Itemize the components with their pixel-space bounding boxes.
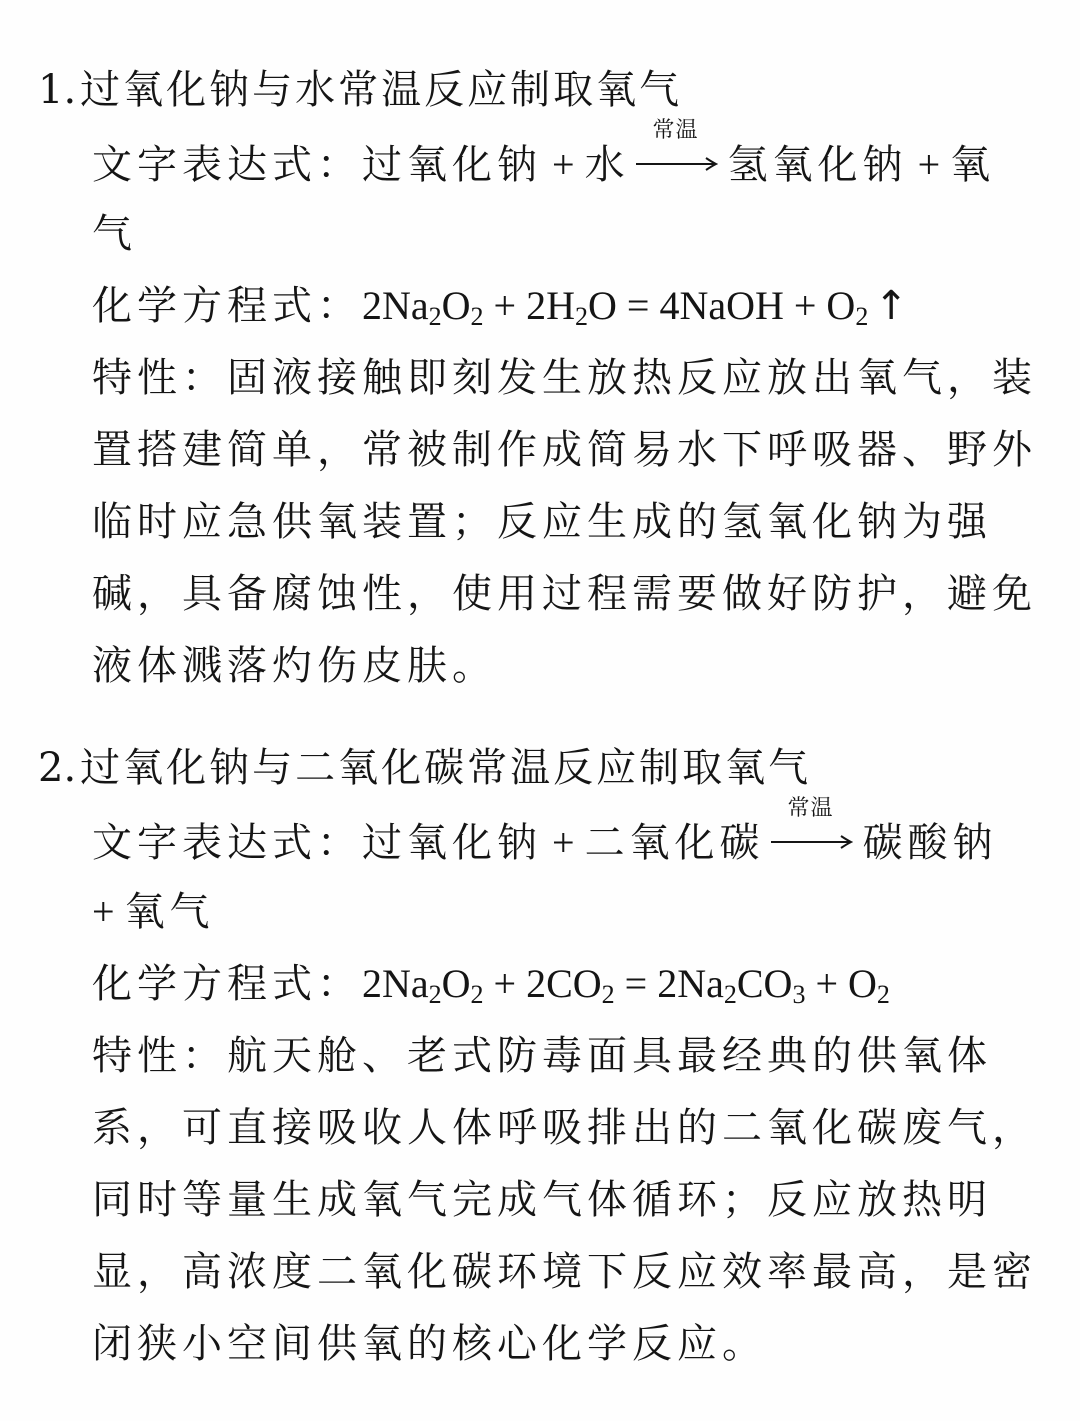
chemical-equation-label: 化学方程式：	[92, 283, 362, 329]
section-2-heading	[38, 744, 811, 792]
section-1-desc-line: 碱，具备腐蚀性，使用过程需要做好防护，避免	[92, 571, 1037, 617]
eq-subscript: 2	[470, 980, 484, 1009]
reactant-1: 过氧化钠	[362, 142, 542, 188]
eq-term: O	[587, 283, 617, 328]
reactant-2: 水	[584, 142, 630, 188]
section-1-word-equation-wrap	[92, 210, 137, 258]
chemical-equation-label: 化学方程式：	[92, 961, 362, 1007]
section-1-word-equation	[92, 118, 996, 189]
eq-term: O	[441, 961, 471, 1006]
section-1-number: 1.	[38, 67, 77, 113]
plus-sign: +	[552, 142, 575, 187]
reactant-1: 过氧化钠	[362, 820, 542, 866]
equation-formula	[362, 283, 908, 331]
reaction-condition: 常温	[787, 796, 834, 821]
eq-term: CO	[736, 961, 793, 1006]
eq-plus: +	[815, 961, 839, 1006]
section-2-number: 2.	[38, 745, 77, 791]
eq-term: 2H	[526, 283, 575, 328]
product-2-part2: 气	[92, 211, 137, 257]
eq-term: 2CO	[526, 961, 602, 1006]
equation-formula	[362, 961, 890, 1009]
gas-up-arrow-icon: ↑	[874, 283, 908, 329]
eq-term: 4NaOH	[659, 283, 784, 328]
eq-subscript: 2	[428, 980, 442, 1009]
eq-equals: =	[626, 283, 650, 328]
eq-term: 2Na	[362, 283, 429, 328]
eq-subscript: 2	[428, 302, 442, 331]
word-equation-label: 文字表达式：	[92, 142, 362, 188]
eq-term: O	[441, 283, 471, 328]
eq-term: 2Na	[362, 961, 429, 1006]
eq-subscript: 2	[723, 980, 737, 1009]
right-arrow-icon	[634, 142, 718, 172]
section-1-desc-line: 特性：固液接触即刻发生放热反应放出氧气，装	[92, 355, 1037, 401]
section-2-word-equation-wrap	[92, 888, 215, 936]
section-1-chemical-equation	[92, 282, 908, 330]
eq-subscript: 3	[792, 980, 806, 1009]
section-2-desc-line: 特性：航天舱、老式防毒面具最经典的供氧体	[92, 1033, 992, 1079]
section-2-desc-line: 同时等量生成氧气完成气体循环；反应放热明	[92, 1177, 992, 1223]
reactant-2: 二氧化碳	[584, 820, 765, 866]
section-2-desc-line: 显，高浓度二氧化碳环境下反应效率最高，是密	[92, 1249, 1037, 1295]
eq-term: O	[826, 283, 856, 328]
section-2-word-equation	[92, 796, 998, 867]
eq-subscript: 2	[855, 302, 869, 331]
right-arrow-icon	[769, 820, 853, 850]
product-1: 碳酸钠	[862, 820, 998, 866]
plus-sign: +	[917, 142, 941, 187]
plus-sign: +	[552, 820, 575, 865]
eq-equals: =	[624, 961, 648, 1006]
eq-subscript: 2	[876, 980, 890, 1009]
eq-subscript: 2	[574, 302, 588, 331]
product-2: 氧气	[124, 889, 215, 935]
section-2-title: 过氧化钠与二氧化碳常温反应制取氧气	[80, 745, 812, 791]
eq-plus: +	[793, 283, 817, 328]
section-1-desc-line: 置搭建简单，常被制作成简易水下呼吸器、野外	[92, 427, 1037, 473]
section-2-chemical-equation	[92, 960, 890, 1008]
section-1-heading	[38, 66, 682, 114]
eq-plus: +	[493, 961, 517, 1006]
product-1: 氢氧化钠	[727, 142, 908, 188]
section-1-desc-line: 临时应急供氧装置；反应生成的氢氧化钠为强	[92, 499, 992, 545]
section-2-desc-line: 闭狭小空间供氧的核心化学反应。	[92, 1321, 767, 1367]
word-equation-label: 文字表达式：	[92, 820, 362, 866]
eq-term: O	[848, 961, 877, 1006]
eq-subscript: 2	[470, 302, 484, 331]
eq-term: 2Na	[657, 961, 724, 1006]
section-1-desc-line: 液体溅落灼伤皮肤。	[92, 643, 497, 689]
reaction-arrow	[634, 118, 718, 178]
section-1-title: 过氧化钠与水常温反应制取氧气	[80, 67, 683, 113]
product-2-part1: 氧	[950, 142, 996, 188]
plus-sign: +	[92, 889, 115, 934]
eq-subscript: 2	[601, 980, 615, 1009]
reaction-arrow	[769, 796, 853, 856]
eq-plus: +	[493, 283, 517, 328]
section-2-desc-line: 系，可直接吸收人体呼吸排出的二氧化碳废气，	[92, 1105, 1037, 1151]
reaction-condition: 常温	[652, 118, 699, 143]
